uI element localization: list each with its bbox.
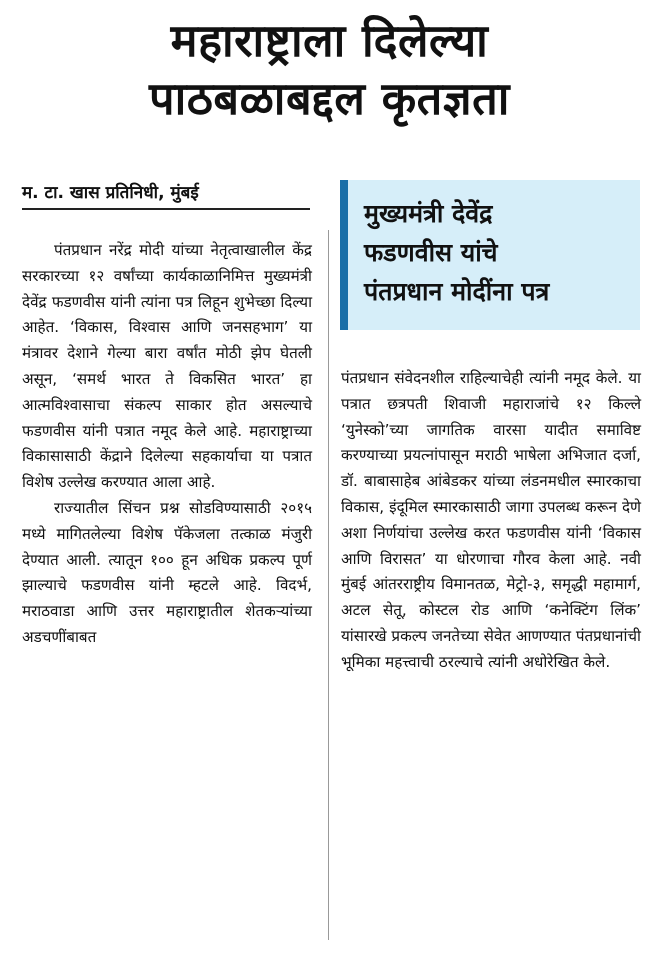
headline	[0, 12, 659, 128]
subheadline-line-1: मुख्यमंत्री देवेंद्र	[364, 199, 493, 228]
article-paragraph-1: पंतप्रधान नरेंद्र मोदी यांच्या नेतृत्वाखालील केंद्र सरकारच्या १२ वर्षांच्या कार्यकाळानिमित्त मुख्यमंत्री देवेंद्र फडणवीस यांनी त्यांना पत्र लिहून शुभेच्छा दिल्या आहेत. ‘विकास, विश्वास आणि जनसहभाग’ या मंत्रावर देशाने गेल्या बारा वर्षांत मोठी झेप घेतली असून, ‘समर्थ भारत ते विकसित भारत’ हा आत्मविश्वासाचा संकल्प साकार होत असल्याचे फडणवीस यांनी पत्रात नमूद केले आहे. महाराष्ट्राच्या विकासासाठी केंद्राने दिलेल्या सहकार्याचा या पत्रात विशेष उल्लेख करण्यात आला आहे.	[22, 241, 312, 492]
article-paragraph-2: राज्यातील सिंचन प्रश्न सोडविण्यासाठी २०१५ मध्ये मागितलेल्या विशेष पॅकेजला तत्काळ मंजुरी देण्यात आली. त्यातून १०० हून अधिक प्रकल्प पूर्ण झाल्याचे फडणवीस यांनी म्हटले आहे. विदर्भ, मराठवाडा आणि उत्तर महाराष्ट्रातील शेतकऱ्यांच्या अडचणींबाबत	[22, 498, 312, 646]
subheadline-line-2: फडणवीस यांचे	[364, 238, 498, 267]
article-column-right	[341, 366, 641, 676]
byline-rule	[22, 208, 310, 210]
headline-line-2: पाठबळाबद्दल कृतज्ञता	[149, 72, 510, 125]
headline-line-1: महाराष्ट्राला दिलेल्या	[170, 14, 489, 67]
subheadline	[364, 194, 628, 311]
article-paragraph-3: पंतप्रधान संवेदनशील राहिल्याचेही त्यांनी नमूद केले. या पत्रात छत्रपती शिवाजी महाराजांचे १२ किल्ले ‘युनेस्को’च्या जागतिक वारसा यादीत समाविष्ट करण्याच्या प्रयत्नांपासून मराठी भाषेला अभिजात दर्जा, डॉ. बाबासाहेब आंबेडकर यांच्या लंडनमधील स्मारकाचा विकास, इंदूमिल स्मारकासाठी जागा उपलब्ध करून देणे अशा निर्णयांचा उल्लेख करत फडणवीस यांनी ‘विकास आणि विरासत’ या धोरणाचा गौरव केला आहे. नवी मुंबई आंतरराष्ट्रीय विमानतळ, मेट्रो-३, समृद्धी महामार्ग, अटल सेतू, कोस्टल रोड आणि ‘कनेक्टिंग लिंक’ यांसारखे प्रकल्प जनतेच्या सेवेत आणण्यात पंतप्रधानांची भूमिका महत्त्वाची ठरल्याचे त्यांनी अधोरेखित केले.	[341, 369, 641, 671]
subheadline-box	[340, 180, 640, 330]
byline: म. टा. खास प्रतिनिधी, मुंबई	[22, 183, 199, 203]
article-column-left	[22, 238, 312, 651]
subheadline-line-3: पंतप्रधान मोदींना पत्र	[364, 277, 550, 306]
column-divider	[328, 230, 329, 940]
